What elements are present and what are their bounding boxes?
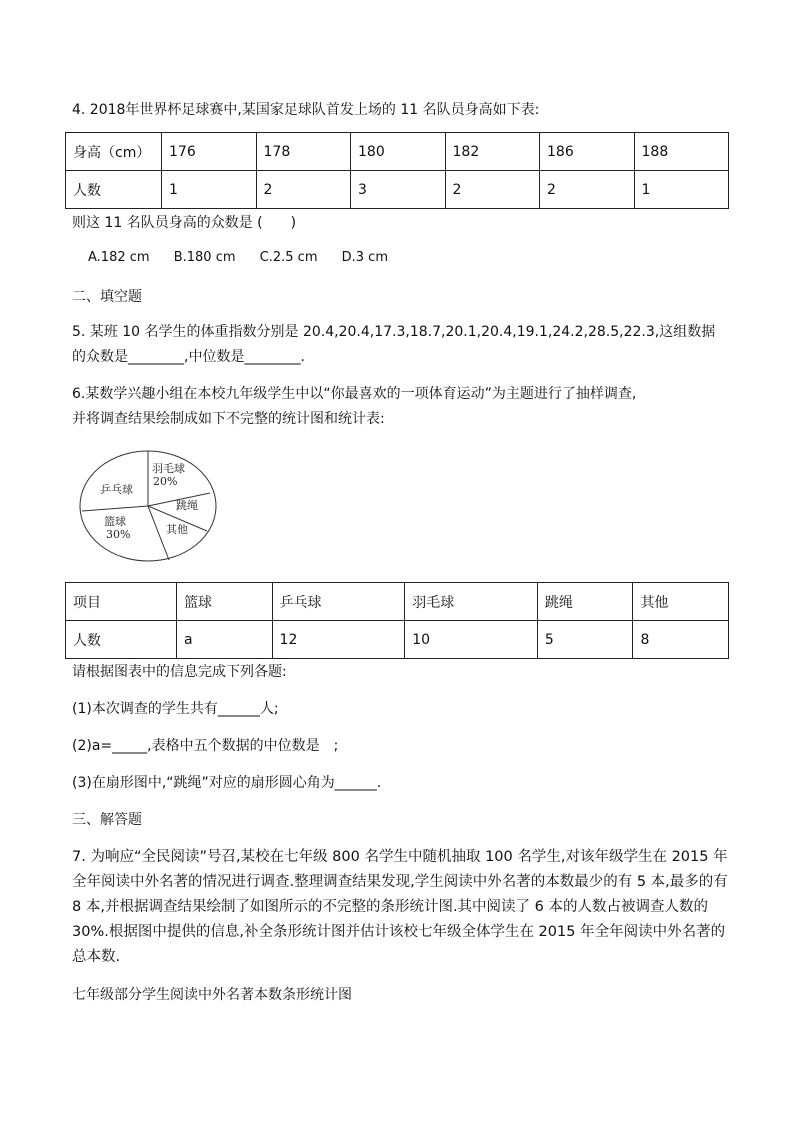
sport-table: [65, 582, 729, 659]
pie-percent-basketball: 30%: [106, 528, 131, 541]
option-c: C.2.5 cm: [259, 250, 318, 265]
table-cell: 2: [445, 171, 540, 209]
height-table: [65, 132, 729, 209]
q6-sub-2: (2)a=_____,表格中五个数据的中位数是 ;: [72, 738, 339, 754]
table-cell: 188: [634, 133, 729, 171]
table-cell: 跳绳: [537, 583, 633, 621]
q6-instruction: 请根据图表中的信息完成下列各题:: [72, 664, 287, 680]
count-row: [66, 171, 729, 209]
q4-options: [88, 250, 408, 265]
table-cell: 人数: [66, 621, 177, 659]
q5-line-2: 的众数是________,中位数是________.: [72, 349, 305, 365]
sport-pie-chart: [74, 447, 224, 565]
q4-question: 则这 11 名队员身高的众数是 ( ): [72, 215, 297, 231]
table-cell: 项目: [66, 583, 177, 621]
sport-count-row: [66, 621, 729, 659]
table-cell: 12: [272, 621, 405, 659]
pie-divider: [82, 506, 148, 511]
pie-label-badminton: 羽毛球: [152, 462, 185, 475]
option-a: A.182 cm: [88, 250, 150, 265]
table-cell: 羽毛球: [405, 583, 538, 621]
table-cell: 身高（cm）: [66, 133, 162, 171]
table-cell: 乒乓球: [272, 583, 405, 621]
table-cell: 2: [256, 171, 351, 209]
table-cell: 人数: [66, 171, 162, 209]
section-heading-solve: 三、解答题: [72, 812, 142, 828]
q4-stem: 4. 2018年世界杯足球赛中,某国家足球队首发上场的 11 名队员身高如下表:: [72, 102, 540, 118]
pie-label-jumprope: 跳绳: [176, 499, 198, 512]
table-cell: 176: [162, 133, 257, 171]
q6-sub-3: (3)在扇形图中,“跳绳”对应的扇形圆心角为______.: [72, 775, 382, 791]
table-cell: 2: [540, 171, 635, 209]
pie-label-pingpong: 乒乓球: [100, 483, 133, 496]
option-b: B.180 cm: [173, 250, 236, 265]
table-cell: 5: [537, 621, 633, 659]
q7-text: 7. 为响应“全民阅读”号召,某校在七年级 800 名学生中随机抽取 100 名学生,对该年级学生在 2015 年全年阅读中外名著的情况进行调查.整理调查结果发现,学生阅读中外名著的本数最少的有 5 本,最多的有 8 本,并根据调查结果绘制了如图所示的不完整的条形统计图.其中阅读了 6 本的人数占被调查人数的 30%.根据图中提供的信息,补全条形统计图并估计该校七年级全体学生在 2015 年全年阅读中外名著的总本数.: [72, 849, 728, 965]
table-cell: 180: [351, 133, 446, 171]
table-cell: 3: [351, 171, 446, 209]
pie-label-basketball: 篮球: [104, 515, 126, 528]
pie-label-other: 其他: [166, 523, 188, 536]
table-cell: 1: [162, 171, 257, 209]
table-cell: a: [177, 621, 273, 659]
table-cell: 10: [405, 621, 538, 659]
section-heading-fill-blank: 二、填空题: [72, 289, 142, 305]
table-cell: 8: [633, 621, 729, 659]
pie-percent-badminton: 20%: [153, 475, 178, 488]
q6-line-2: 并将调查结果绘制成如下不完整的统计图和统计表:: [72, 411, 385, 427]
q6-line-1: 6.某数学兴趣小组在本校九年级学生中以“你最喜欢的一项体育运动”为主题进行了抽样调查,: [72, 386, 637, 402]
height-row: [66, 133, 729, 171]
table-cell: 182: [445, 133, 540, 171]
q6-sub-1: (1)本次调查的学生共有______人;: [72, 701, 279, 717]
table-cell: 1: [634, 171, 729, 209]
option-d: D.3 cm: [341, 250, 388, 265]
q5-line-1: 5. 某班 10 名学生的体重指数分别是 20.4,20.4,17.3,18.7,20.1,20.4,19.1,24.2,28.5,22.3,这组数据: [72, 324, 716, 340]
table-cell: 其他: [633, 583, 729, 621]
table-cell: 178: [256, 133, 351, 171]
table-cell: 186: [540, 133, 635, 171]
table-cell: 篮球: [177, 583, 273, 621]
sport-row: [66, 583, 729, 621]
q7-chart-title: 七年级部分学生阅读中外名著本数条形统计图: [72, 987, 352, 1003]
